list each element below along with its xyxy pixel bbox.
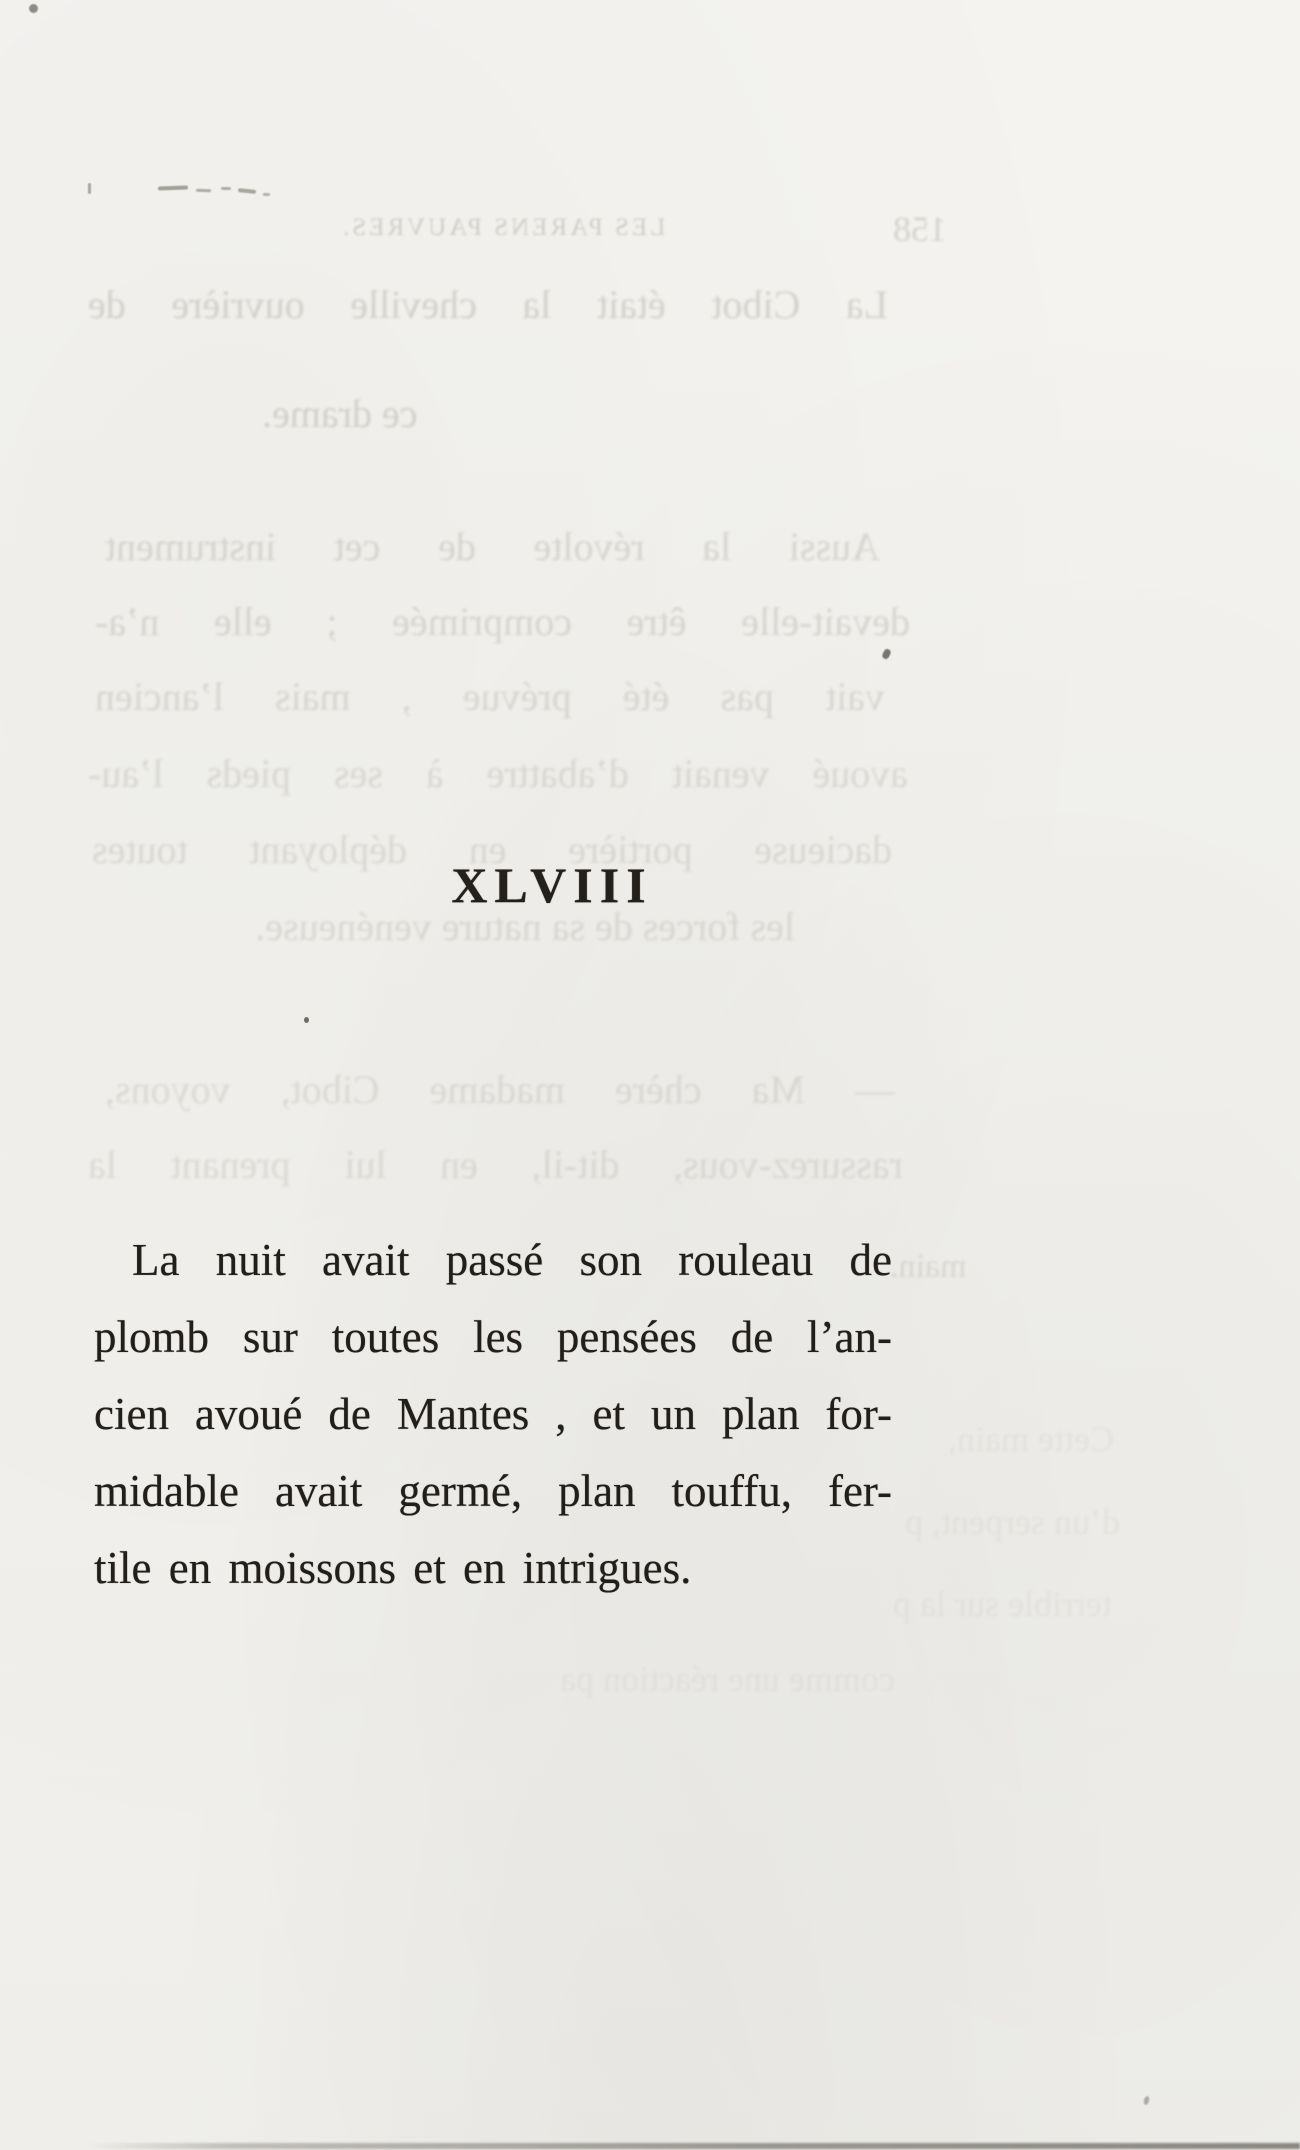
ink-speck — [304, 1017, 309, 1023]
bleedthrough-line: main. — [890, 1248, 967, 1285]
ink-speck — [29, 4, 38, 13]
page-bottom-edge-shadow — [85, 2143, 1300, 2149]
bleedthrough-line: Aussi la révolte de cet instrument — [105, 524, 880, 569]
bleedthrough-line-faint: Cette main, — [948, 1419, 1114, 1459]
paragraph-line: midable avait germé, plan touffu, fer- — [94, 1466, 892, 1516]
ink-speck — [1143, 2096, 1150, 2106]
pencil-mark — [196, 189, 211, 193]
ink-speck — [881, 648, 892, 660]
pencil-mark — [263, 193, 270, 196]
body-paragraph — [94, 1222, 892, 1607]
bleedthrough-line: les forces de sa nature venéneuse. — [255, 904, 795, 949]
bleedthrough-line: La Cibot était la cheville ouvrière de — [88, 282, 888, 327]
bleedthrough-line: rassurez-vous, dit-il, en lui prenant la — [88, 1142, 903, 1187]
paragraph-line: La nuit avait passé son rouleau de — [132, 1235, 892, 1285]
paragraph-line: tile en moissons et en intrigues. — [94, 1543, 692, 1593]
bleedthrough-line-faint: terrible sur la p — [893, 1584, 1112, 1624]
pencil-mark — [238, 188, 256, 194]
bleedthrough-line: avoué venait d’abattre à ses pieds l’au- — [88, 751, 908, 796]
bleedthrough-running-header: LES PARENS PAUVRES. — [340, 214, 666, 241]
bleedthrough-line-faint: d’un serpent, p — [905, 1502, 1120, 1542]
bleedthrough-line: devait-elle être comprimée ; elle n’a- — [95, 599, 910, 644]
pencil-mark — [221, 187, 231, 190]
pencil-mark — [158, 185, 188, 190]
bleedthrough-line-faint: comme une réaction pa — [560, 1659, 895, 1699]
bleedthrough-line: ce drame. — [262, 391, 418, 436]
bleedthrough-line: — Ma chère madame Cibot, voyons, — [105, 1067, 895, 1112]
bleedthrough-line: dacieuse portière en déployant toutes — [92, 827, 892, 872]
paragraph-line: plomb sur toutes les pensées de l’an- — [94, 1312, 892, 1362]
pencil-mark — [88, 183, 91, 194]
bleedthrough-page-number: 158 — [893, 209, 947, 249]
chapter-heading: XLVIII — [451, 857, 653, 913]
paragraph-line: cien avoué de Mantes , et un plan for- — [94, 1389, 892, 1439]
bleedthrough-line: vait pas été prévue , mais l’ancien — [95, 674, 885, 719]
